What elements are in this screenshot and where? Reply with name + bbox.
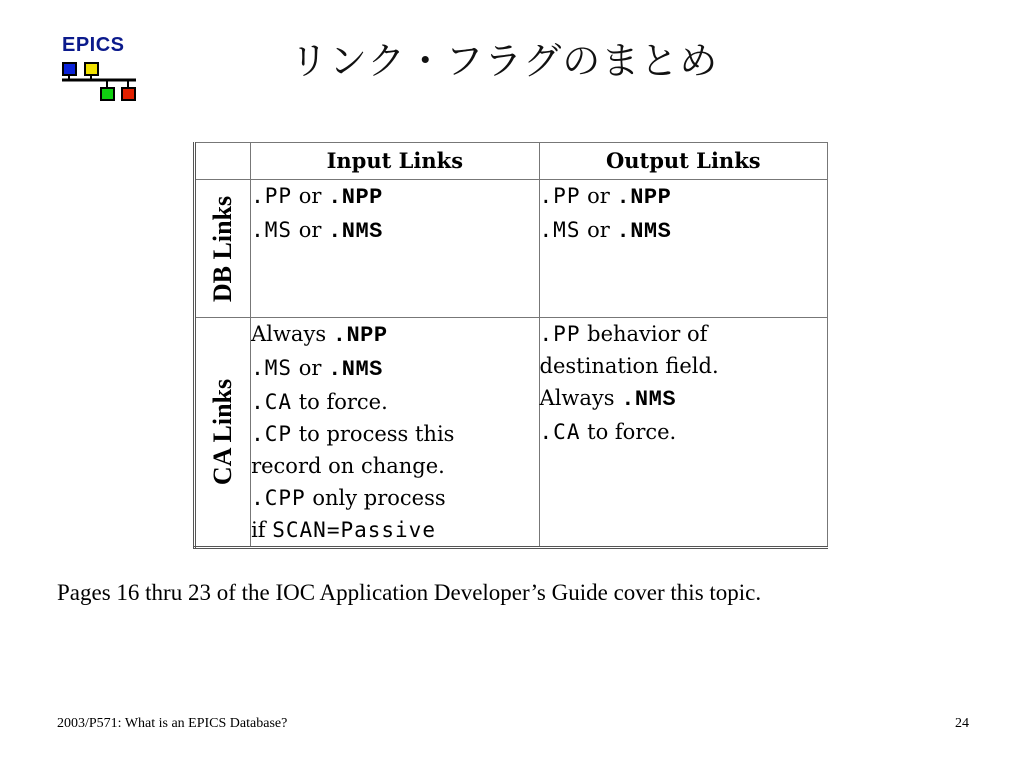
ca-input-line: .CP to process this (251, 422, 455, 446)
reference-note: Pages 16 thru 23 of the IOC Application Developer’s Guide cover this topic. (57, 580, 762, 605)
db-links-row (195, 180, 828, 318)
ca-output-cell (539, 318, 827, 548)
ca-input-cell (251, 318, 539, 548)
db-output-line: .PP or .NPP (539, 184, 672, 210)
ca-output-line: Always .NMS (539, 386, 677, 412)
ca-output-line: destination field. (539, 354, 719, 378)
logo-square-yellow (85, 63, 98, 75)
epics-network-icon (60, 62, 140, 106)
ca-links-label-cell (195, 318, 251, 548)
db-output-line: .MS or .NMS (539, 218, 672, 244)
db-links-label: DB Links (208, 195, 238, 302)
page-number: 24 (955, 716, 969, 731)
logo-square-green (101, 88, 114, 100)
corner-cell (195, 143, 251, 180)
db-links-label-cell (195, 180, 251, 318)
ca-input-line: .MS or .NMS (251, 356, 383, 382)
header-output-links: Output Links (539, 143, 827, 180)
slide-title: リンク・フラグのまとめ (290, 39, 719, 83)
ca-output-line: .PP behavior of (539, 322, 708, 346)
logo-square-red (122, 88, 135, 100)
ca-input-line: .CA to force. (251, 390, 388, 414)
header-row (195, 143, 828, 180)
ca-input-line: Always .NPP (251, 322, 388, 348)
epics-logo (58, 34, 142, 104)
link-flags-table (193, 142, 828, 549)
ca-input-line: .CPP only process (251, 486, 446, 510)
ca-output-line: .CA to force. (539, 420, 677, 444)
db-output-cell (539, 180, 827, 318)
ca-links-row (195, 318, 828, 548)
footer-text: 2003/P571: What is an EPICS Database? (57, 716, 288, 731)
ca-input-line: record on change. (251, 454, 445, 478)
header-input-links: Input Links (251, 143, 539, 180)
db-input-line: .MS or .NMS (251, 218, 383, 244)
db-input-cell (251, 180, 539, 318)
logo-square-blue (63, 63, 76, 75)
logo-text: EPICS (62, 34, 125, 56)
db-input-line: .PP or .NPP (251, 184, 383, 210)
ca-input-line: if SCAN=Passive (251, 518, 436, 542)
ca-links-label: CA Links (208, 378, 238, 486)
